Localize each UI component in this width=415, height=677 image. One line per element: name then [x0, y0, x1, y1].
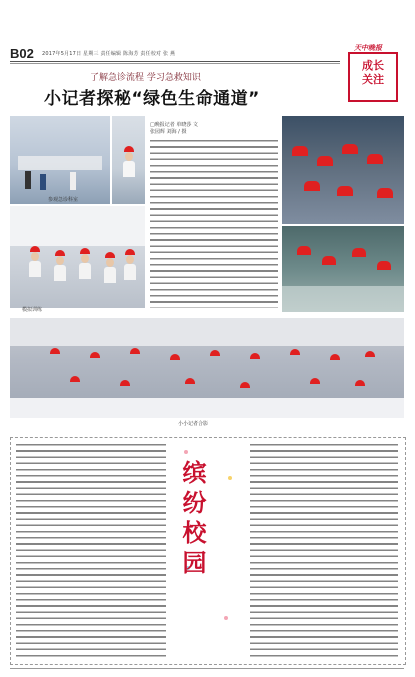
photo-lab — [282, 226, 404, 312]
article-subhead: 了解急诊流程 学习急救知识 — [90, 73, 201, 83]
byline-photographer: 张园辉 刘海 / 摄 — [150, 129, 187, 135]
caption-hall: 参观急诊科室 — [48, 197, 79, 203]
article-byline — [150, 122, 198, 136]
header-rule — [10, 61, 340, 62]
bottom-left-text — [16, 444, 166, 658]
bottom-right-text — [250, 444, 398, 658]
column-tag — [348, 52, 398, 102]
header-rule-secondary — [10, 63, 340, 64]
photo-kids-walking — [10, 206, 145, 308]
caption-walking: 模拟训练 — [22, 307, 43, 313]
photo-girl — [112, 116, 145, 204]
issue-meta: 2017年5月17日 星期三 责任编辑 陈海芳 责任校对 张 燕 — [42, 51, 176, 57]
caption-group: 小小记者合影 — [178, 421, 209, 427]
newspaper-logo: 天中晚报 — [354, 44, 382, 52]
column-tag-line-1: 成长 — [362, 59, 384, 72]
article-headline: 小记者探秘“绿色生命通道” — [44, 89, 260, 109]
photo-group — [10, 318, 404, 418]
photo-hospital-hall — [10, 116, 110, 204]
photo-kids-helmets — [282, 116, 404, 224]
page-number: B02 — [10, 46, 34, 61]
article-body-text — [150, 140, 278, 308]
column-tag-line-2: 关注 — [362, 73, 384, 86]
byline-author: □晚报记者 单晓莎 文 — [150, 122, 198, 128]
bottom-section-title: 缤纷校园 — [178, 460, 206, 580]
footer-rule — [10, 668, 404, 669]
